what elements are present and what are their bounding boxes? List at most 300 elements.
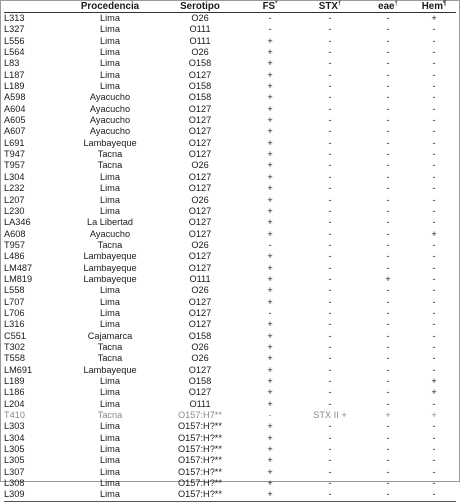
cell-eae: - bbox=[386, 330, 390, 341]
cell-serotype: O127 bbox=[188, 319, 212, 330]
cell-origin: Lima bbox=[100, 455, 120, 466]
table-row bbox=[4, 399, 456, 410]
cell-strain: L303 bbox=[4, 421, 25, 432]
cell-strain: T957 bbox=[4, 160, 25, 171]
cell-serotype: O111 bbox=[189, 273, 211, 284]
cell-strain: T302 bbox=[4, 341, 25, 352]
cell-origin: Lima bbox=[100, 171, 120, 182]
cell-serotype: O127 bbox=[188, 115, 212, 126]
cell-fs: + bbox=[267, 92, 273, 103]
table-row bbox=[4, 81, 456, 92]
cell-origin: Lima bbox=[100, 24, 120, 35]
cell-fs: + bbox=[267, 432, 273, 443]
cell-stx: - bbox=[328, 194, 332, 205]
cell-eae: - bbox=[386, 115, 390, 126]
cell-strain: T947 bbox=[4, 149, 25, 160]
cell-stx: - bbox=[328, 171, 332, 182]
table-body bbox=[4, 13, 456, 502]
cell-eae: - bbox=[386, 35, 390, 46]
cell-fs: + bbox=[267, 183, 273, 194]
cell-origin: Lima bbox=[100, 13, 120, 23]
cell-origin: Lima bbox=[100, 319, 120, 330]
table-row bbox=[4, 489, 456, 501]
cell-strain: L707 bbox=[4, 296, 25, 307]
cell-origin: Lima bbox=[100, 183, 120, 194]
cell-hem: - bbox=[432, 47, 436, 58]
cell-eae: - bbox=[386, 307, 390, 318]
cell-stx: - bbox=[328, 103, 332, 114]
cell-serotype: O157:H?** bbox=[178, 466, 222, 477]
cell-stx: - bbox=[328, 353, 332, 364]
cell-stx: - bbox=[328, 228, 332, 239]
cell-strain: L558 bbox=[4, 285, 25, 296]
cell-origin: Lima bbox=[100, 376, 120, 386]
header-stx-mark: † bbox=[337, 1, 342, 7]
table-row bbox=[4, 58, 456, 69]
cell-serotype: O26 bbox=[191, 194, 209, 205]
table-header-row bbox=[4, 1, 456, 13]
cell-hem: - bbox=[432, 217, 436, 228]
cell-strain: LM691 bbox=[4, 364, 33, 375]
cell-hem: - bbox=[432, 239, 436, 250]
header-fs-label: FS bbox=[262, 1, 276, 12]
cell-serotype: O127 bbox=[188, 149, 212, 160]
table-row bbox=[4, 47, 456, 58]
cell-eae: - bbox=[386, 81, 390, 92]
cell-serotype: O158 bbox=[188, 330, 212, 341]
cell-fs: + bbox=[267, 341, 273, 352]
cell-fs: + bbox=[267, 251, 273, 262]
cell-stx: - bbox=[328, 444, 332, 455]
cell-strain: L305 bbox=[4, 455, 25, 466]
cell-stx: - bbox=[328, 149, 332, 160]
table-row bbox=[4, 342, 456, 353]
cell-stx: - bbox=[328, 69, 332, 80]
cell-fs: + bbox=[267, 444, 273, 455]
cell-stx: - bbox=[328, 285, 332, 296]
header-serotype: Serotipo bbox=[156, 1, 244, 13]
cell-hem: - bbox=[432, 398, 436, 409]
cell-strain: L307 bbox=[4, 466, 25, 477]
cell-serotype: O157:H?** bbox=[178, 432, 222, 443]
cell-eae: - bbox=[386, 285, 390, 296]
cell-hem: - bbox=[432, 251, 436, 262]
cell-stx: - bbox=[328, 330, 332, 341]
cell-stx: - bbox=[296, 489, 364, 501]
cell-stx: - bbox=[328, 251, 332, 262]
table-row bbox=[4, 467, 456, 478]
cell-serotype: O26 bbox=[191, 353, 209, 364]
table-row bbox=[4, 410, 456, 421]
cell-strain: L706 bbox=[4, 307, 25, 318]
cell-origin: Lima bbox=[100, 387, 120, 398]
cell-hem: - bbox=[432, 319, 436, 330]
cell-fs: + bbox=[267, 478, 273, 489]
table-row bbox=[4, 285, 456, 296]
cell-fs: + bbox=[267, 115, 273, 126]
cell-hem: - bbox=[432, 421, 436, 432]
cell-fs: + bbox=[267, 137, 273, 148]
cell-origin: Cajamarca bbox=[87, 330, 133, 341]
cell-serotype: O157:H?** bbox=[178, 478, 222, 489]
cell-eae: - bbox=[386, 296, 390, 307]
cell-eae: - bbox=[386, 455, 390, 466]
cell-strain: L691 bbox=[4, 137, 25, 148]
cell-serotype: O26 bbox=[191, 13, 209, 23]
cell-fs: + bbox=[267, 205, 273, 216]
cell-serotype: O127 bbox=[188, 103, 212, 114]
cell-strain: A604 bbox=[4, 103, 26, 114]
cell-strain: T558 bbox=[4, 353, 25, 364]
cell-eae: - bbox=[386, 194, 390, 205]
table-row bbox=[4, 24, 456, 35]
cell-origin: Lima bbox=[100, 81, 120, 92]
table-row bbox=[4, 183, 456, 194]
header-origin: Procedencia bbox=[64, 1, 156, 13]
cell-origin: Lima bbox=[100, 58, 120, 69]
cell-serotype: O127 bbox=[188, 228, 212, 239]
cell-serotype: O26 bbox=[191, 47, 209, 58]
cell-stx: - bbox=[328, 58, 332, 69]
cell-hem: + bbox=[431, 228, 437, 239]
cell-hem: - bbox=[432, 115, 436, 126]
cell-fs: - bbox=[268, 13, 272, 23]
cell-serotype: O157:H?** bbox=[178, 444, 222, 455]
cell-fs: + bbox=[267, 217, 273, 228]
cell-hem: - bbox=[432, 285, 436, 296]
table-row bbox=[4, 138, 456, 149]
cell-eae: - bbox=[386, 478, 390, 489]
cell-serotype: O111 bbox=[189, 24, 211, 35]
cell-strain: L327 bbox=[4, 24, 25, 35]
cell-stx: - bbox=[328, 205, 332, 216]
cell-origin: Tacna bbox=[97, 160, 123, 171]
cell-origin: Tacna bbox=[97, 239, 123, 250]
cell-origin: Lima bbox=[100, 285, 120, 296]
cell-strain: L232 bbox=[4, 183, 25, 194]
cell-stx: - bbox=[328, 387, 332, 398]
cell-strain: T957 bbox=[4, 239, 25, 250]
cell-serotype: O127 bbox=[188, 69, 212, 80]
cell-fs: + bbox=[267, 296, 273, 307]
cell-stx: - bbox=[328, 421, 332, 432]
cell-fs: + bbox=[267, 466, 273, 477]
cell-hem: - bbox=[432, 24, 436, 35]
cell-eae: - bbox=[386, 262, 390, 273]
cell-serotype: O158 bbox=[188, 58, 212, 69]
cell-strain: L304 bbox=[4, 432, 25, 443]
cell-serotype: O127 bbox=[188, 296, 212, 307]
cell-stx: - bbox=[328, 160, 332, 171]
cell-stx: - bbox=[328, 478, 332, 489]
cell-fs: - bbox=[268, 410, 272, 421]
cell-eae: - bbox=[386, 149, 390, 160]
cell-fs: - bbox=[268, 307, 272, 318]
cell-origin: Lambayeque bbox=[83, 364, 137, 375]
table-row bbox=[4, 126, 456, 137]
cell-hem: - bbox=[432, 205, 436, 216]
cell-origin: Ayacucho bbox=[89, 115, 131, 126]
cell-hem: - bbox=[432, 341, 436, 352]
cell-fs: + bbox=[267, 126, 273, 137]
cell-hem: - bbox=[432, 455, 436, 466]
cell-strain: L207 bbox=[4, 194, 25, 205]
table-row bbox=[4, 444, 456, 455]
cell-hem: + bbox=[431, 410, 437, 421]
cell-eae: + bbox=[385, 410, 391, 421]
header-fs-mark: * bbox=[275, 1, 278, 7]
table-row bbox=[4, 297, 456, 308]
cell-hem: - bbox=[432, 478, 436, 489]
cell-eae: - bbox=[386, 171, 390, 182]
cell-origin: Ayacucho bbox=[89, 92, 131, 103]
header-stx bbox=[296, 1, 364, 13]
cell-serotype: O158 bbox=[188, 92, 212, 103]
cell-strain: L189 bbox=[4, 376, 25, 386]
cell-eae: + bbox=[385, 273, 391, 284]
cell-hem: - bbox=[432, 364, 436, 375]
cell-stx: - bbox=[328, 47, 332, 58]
table-row bbox=[4, 421, 456, 432]
cell-strain: LA346 bbox=[4, 217, 31, 228]
cell-stx: - bbox=[328, 92, 332, 103]
cell-eae: - bbox=[386, 92, 390, 103]
cell-stx: - bbox=[328, 239, 332, 250]
table-row bbox=[4, 387, 456, 398]
cell-serotype: O157:H?** bbox=[178, 421, 222, 432]
cell-serotype: O158 bbox=[188, 376, 212, 386]
cell-stx: - bbox=[328, 35, 332, 46]
cell-eae: - bbox=[364, 489, 412, 501]
cell-fs: + bbox=[267, 376, 273, 386]
cell-stx: - bbox=[328, 432, 332, 443]
table-row bbox=[4, 70, 456, 81]
cell-hem: - bbox=[432, 330, 436, 341]
table-row bbox=[4, 13, 456, 25]
cell-serotype: O127 bbox=[188, 262, 212, 273]
cell-serotype: O111 bbox=[189, 35, 211, 46]
cell-serotype: O26 bbox=[191, 239, 209, 250]
cell-strain: L186 bbox=[4, 387, 25, 398]
cell-eae: - bbox=[386, 13, 390, 23]
table-row bbox=[4, 455, 456, 466]
cell-fs: + bbox=[267, 262, 273, 273]
cell-origin: Lima bbox=[100, 432, 120, 443]
header-strain bbox=[4, 1, 64, 13]
table-row bbox=[4, 433, 456, 444]
table-row bbox=[4, 319, 456, 330]
cell-stx: - bbox=[328, 217, 332, 228]
cell-strain: L230 bbox=[4, 205, 25, 216]
cell-origin: Lima bbox=[100, 421, 120, 432]
cell-stx: - bbox=[328, 273, 332, 284]
cell-strain: L309 bbox=[4, 489, 64, 501]
table-row bbox=[4, 36, 456, 47]
table-row bbox=[4, 206, 456, 217]
cell-fs: + bbox=[267, 398, 273, 409]
cell-origin: Lima bbox=[64, 489, 156, 501]
table-row bbox=[4, 195, 456, 206]
cell-hem: + bbox=[431, 376, 437, 386]
cell-origin: La Libertad bbox=[87, 217, 133, 228]
cell-hem: - bbox=[432, 103, 436, 114]
cell-stx: - bbox=[328, 296, 332, 307]
cell-serotype: O127 bbox=[188, 205, 212, 216]
cell-fs: + bbox=[267, 364, 273, 375]
cell-fs: + bbox=[267, 194, 273, 205]
cell-stx: STX II + bbox=[313, 410, 347, 421]
cell-fs: + bbox=[267, 421, 273, 432]
table-row bbox=[4, 376, 456, 387]
cell-eae: - bbox=[386, 341, 390, 352]
cell-stx: - bbox=[328, 13, 332, 23]
cell-hem: - bbox=[432, 171, 436, 182]
cell-fs: + bbox=[267, 81, 273, 92]
cell-eae: - bbox=[386, 58, 390, 69]
cell-eae: - bbox=[386, 398, 390, 409]
cell-hem: - bbox=[432, 353, 436, 364]
cell-origin: Lambayeque bbox=[83, 273, 137, 284]
cell-eae: - bbox=[386, 251, 390, 262]
cell-origin: Lima bbox=[100, 194, 120, 205]
cell-fs: + bbox=[267, 228, 273, 239]
cell-stx: - bbox=[328, 126, 332, 137]
cell-strain: L204 bbox=[4, 398, 25, 409]
cell-fs: - bbox=[268, 24, 272, 35]
cell-eae: - bbox=[386, 126, 390, 137]
table-row bbox=[4, 331, 456, 342]
cell-fs: + bbox=[267, 160, 273, 171]
cell-strain: L316 bbox=[4, 319, 25, 330]
cell-hem: - bbox=[432, 466, 436, 477]
cell-origin: Tacna bbox=[97, 410, 123, 421]
cell-eae: - bbox=[386, 376, 390, 386]
cell-hem: - bbox=[432, 137, 436, 148]
cell-origin: Lima bbox=[100, 47, 120, 58]
cell-strain: L189 bbox=[4, 81, 25, 92]
cell-serotype: O26 bbox=[191, 285, 209, 296]
header-eae bbox=[364, 1, 412, 13]
cell-stx: - bbox=[328, 398, 332, 409]
cell-strain: L564 bbox=[4, 47, 25, 58]
cell-hem: - bbox=[432, 194, 436, 205]
cell-eae: - bbox=[386, 47, 390, 58]
cell-origin: Lima bbox=[100, 444, 120, 455]
cell-origin: Ayacucho bbox=[89, 126, 131, 137]
cell-stx: - bbox=[328, 262, 332, 273]
cell-strain: C551 bbox=[4, 330, 26, 341]
table-row bbox=[4, 478, 456, 489]
cell-fs: + bbox=[267, 58, 273, 69]
cell-serotype: O127 bbox=[188, 251, 212, 262]
cell-hem: - bbox=[432, 183, 436, 194]
cell-hem: - bbox=[432, 81, 436, 92]
cell-strain: L313 bbox=[4, 13, 25, 23]
cell-eae: - bbox=[386, 205, 390, 216]
cell-hem: - bbox=[432, 273, 436, 284]
cell-fs: + bbox=[267, 69, 273, 80]
cell-strain: L304 bbox=[4, 171, 25, 182]
table-row bbox=[4, 217, 456, 228]
table-row bbox=[4, 308, 456, 319]
cell-serotype: O127 bbox=[188, 137, 212, 148]
cell-eae: - bbox=[386, 387, 390, 398]
cell-serotype: O157:H7** bbox=[178, 410, 222, 421]
header-hem-mark: ¶ bbox=[442, 1, 447, 7]
cell-stx: - bbox=[328, 455, 332, 466]
cell-stx: - bbox=[328, 81, 332, 92]
cell-eae: - bbox=[386, 466, 390, 477]
cell-hem: - bbox=[432, 444, 436, 455]
cell-hem: + bbox=[431, 387, 437, 398]
cell-serotype: O127 bbox=[188, 183, 212, 194]
cell-strain: A605 bbox=[4, 115, 26, 126]
cell-eae: - bbox=[386, 228, 390, 239]
cell-eae: - bbox=[386, 444, 390, 455]
cell-origin: Tacna bbox=[97, 341, 123, 352]
cell-strain: LM487 bbox=[4, 262, 33, 273]
cell-fs: + bbox=[267, 330, 273, 341]
cell-eae: - bbox=[386, 421, 390, 432]
cell-eae: - bbox=[386, 160, 390, 171]
cell-stx: - bbox=[328, 115, 332, 126]
cell-stx: - bbox=[328, 319, 332, 330]
cell-serotype: O127 bbox=[188, 217, 212, 228]
cell-strain: L187 bbox=[4, 69, 25, 80]
cell-stx: - bbox=[328, 341, 332, 352]
cell-hem: - bbox=[432, 262, 436, 273]
cell-serotype: O26 bbox=[191, 341, 209, 352]
cell-hem: - bbox=[432, 160, 436, 171]
cell-eae: - bbox=[386, 432, 390, 443]
cell-fs: + bbox=[267, 273, 273, 284]
cell-origin: Lima bbox=[100, 307, 120, 318]
cell-serotype: O26 bbox=[191, 160, 209, 171]
cell-hem: + bbox=[431, 13, 437, 23]
header-stx-label: STX bbox=[318, 1, 338, 12]
cell-fs: + bbox=[267, 353, 273, 364]
cell-stx: - bbox=[328, 307, 332, 318]
cell-origin: Tacna bbox=[97, 353, 123, 364]
header-fs bbox=[244, 1, 296, 13]
cell-strain: A607 bbox=[4, 126, 26, 137]
cell-hem: - bbox=[412, 489, 456, 501]
cell-hem: - bbox=[432, 69, 436, 80]
cell-eae: - bbox=[386, 217, 390, 228]
cell-origin: Lima bbox=[100, 466, 120, 477]
cell-stx: - bbox=[328, 24, 332, 35]
data-table bbox=[4, 1, 456, 502]
table-row bbox=[4, 229, 456, 240]
cell-origin: Tacna bbox=[97, 149, 123, 160]
cell-strain: L305 bbox=[4, 444, 25, 455]
cell-fs: + bbox=[267, 285, 273, 296]
cell-eae: - bbox=[386, 137, 390, 148]
cell-serotype: O127 bbox=[188, 126, 212, 137]
cell-stx: - bbox=[328, 364, 332, 375]
cell-fs: + bbox=[267, 387, 273, 398]
cell-origin: Lambayeque bbox=[83, 262, 137, 273]
cell-serotype: O157:H?** bbox=[156, 489, 244, 501]
cell-eae: - bbox=[386, 24, 390, 35]
cell-origin: Lambayeque bbox=[83, 137, 137, 148]
header-eae-label: eae bbox=[378, 1, 395, 12]
cell-strain: A608 bbox=[4, 228, 26, 239]
cell-eae: - bbox=[386, 69, 390, 80]
table-row bbox=[4, 353, 456, 364]
cell-hem: - bbox=[432, 307, 436, 318]
cell-fs: + bbox=[267, 35, 273, 46]
